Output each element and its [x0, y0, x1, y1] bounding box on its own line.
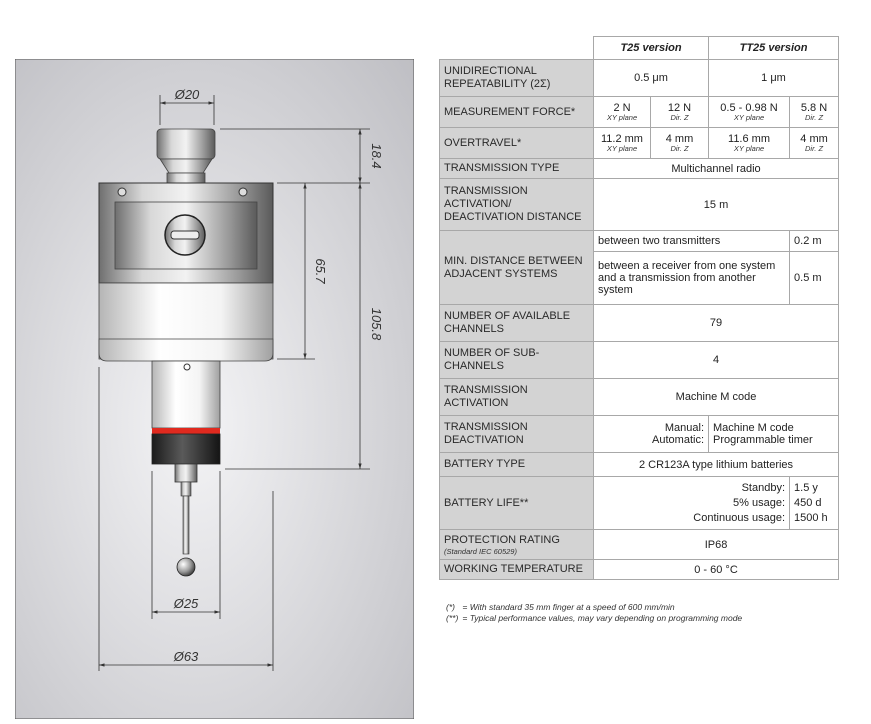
label-activation-distance: TRANSMISSION ACTIVATION/ DEACTIVATION DISTANCE: [440, 179, 594, 231]
header-blank: [440, 37, 594, 60]
battery-life-value-2: 450 d: [794, 496, 822, 509]
overtravel-t25-xy-sub: XY plane: [606, 144, 638, 153]
header-t25: T25 version: [594, 37, 709, 60]
label-battery-life: BATTERY LIFE**: [440, 477, 594, 530]
label-working-temperature: WORKING TEMPERATURE: [440, 560, 594, 580]
footnote-2-mark: (**): [446, 613, 459, 623]
table-header-row: [440, 37, 839, 60]
label-transmission-type: TRANSMISSION TYPE: [440, 159, 594, 179]
overtravel-t25-xy-value: 11.2 mm: [601, 133, 643, 145]
value-subchannels: 4: [594, 342, 839, 379]
protection-rating-label: PROTECTION RATING: [444, 533, 560, 546]
footnote-1-mark: (*): [446, 602, 455, 612]
row-working-temperature: [440, 560, 839, 580]
protection-rating-standard: (Standard IEC 60529): [444, 546, 517, 556]
force-t25-z: [651, 97, 709, 128]
overtravel-tt25-xy: [709, 128, 790, 159]
min-distance-case-1: between two transmitters: [594, 231, 790, 252]
footnotes: [446, 602, 742, 624]
row-protection-rating: [440, 530, 839, 560]
force-tt25-z-value: 5.8 N: [800, 102, 828, 114]
row-repeatability: [440, 60, 839, 97]
value-transmission-type: Multichannel radio: [594, 159, 839, 179]
force-tt25-xy: [709, 97, 790, 128]
value-repeatability-t25: 0.5 μm: [594, 60, 709, 97]
force-t25-xy-sub: XY plane: [606, 113, 638, 122]
label-repeatability: UNIDIRECTIONAL REPEATABILITY (2Σ): [440, 60, 594, 97]
battery-life-mode-1: Standby:: [741, 481, 786, 494]
row-activation-distance: [440, 179, 839, 231]
value-repeatability-tt25: 1 μm: [709, 60, 839, 97]
row-min-distance-1: [440, 231, 839, 252]
probe-technical-drawing: [15, 59, 414, 719]
label-overtravel: OVERTRAVEL*: [440, 128, 594, 159]
battery-life-value-1: 1.5 y: [794, 481, 818, 494]
min-distance-value-2: 0.5 m: [790, 252, 839, 305]
label-transmission-deactivation: TRANSMISSION DEACTIVATION: [440, 416, 594, 453]
label-min-distance: MIN. DISTANCE BETWEEN ADJACENT SYSTEMS: [440, 231, 594, 305]
label-channels: NUMBER OF AVAILABLE CHANNELS: [440, 305, 594, 342]
force-t25-xy-value: 2 N: [613, 102, 631, 114]
battery-life-mode-3: Continuous usage:: [693, 511, 786, 524]
row-measurement-force: [440, 97, 839, 128]
force-t25-z-sub: Dir. Z: [670, 113, 689, 122]
row-transmission-activation: [440, 379, 839, 416]
label-battery-type: BATTERY TYPE: [440, 453, 594, 477]
value-protection-rating: IP68: [594, 530, 839, 560]
overtravel-tt25-xy-value: 11.6 mm: [728, 133, 770, 145]
overtravel-tt25-z: [790, 128, 839, 159]
value-activation-distance: 15 m: [594, 179, 839, 231]
label-measurement-force: MEASUREMENT FORCE*: [440, 97, 594, 128]
battery-life-modes: [594, 477, 790, 530]
value-battery-type: 2 CR123A type lithium batteries: [594, 453, 839, 477]
deactivation-mode-1: Manual:: [664, 422, 705, 434]
force-t25-xy: [594, 97, 651, 128]
force-tt25-z-sub: Dir. Z: [804, 113, 824, 122]
value-working-temperature: 0 - 60 °C: [594, 560, 839, 580]
label-protection-rating: [440, 530, 594, 560]
force-tt25-z: [790, 97, 839, 128]
overtravel-t25-z-sub: Dir. Z: [670, 144, 689, 153]
dim-h18-4: 18.4: [369, 143, 384, 169]
force-t25-z-value: 12 N: [667, 102, 692, 114]
deactivation-values: [709, 416, 839, 453]
footnote-1: [446, 602, 742, 613]
overtravel-tt25-z-sub: Dir. Z: [804, 144, 824, 153]
overtravel-tt25-xy-sub: XY plane: [733, 144, 765, 153]
deactivation-value-2: Programmable timer: [713, 434, 813, 446]
row-subchannels: [440, 342, 839, 379]
row-battery-type: [440, 453, 839, 477]
deactivation-mode-2: Automatic:: [652, 434, 705, 446]
footnote-2: [446, 613, 742, 624]
battery-life-value-3: 1500 h: [794, 511, 828, 524]
deactivation-value-1: Machine M code: [713, 422, 794, 434]
specifications-table: [439, 36, 839, 580]
row-battery-life: [440, 477, 839, 530]
row-transmission-deactivation: [440, 416, 839, 453]
deactivation-modes: [594, 416, 709, 453]
dim-d25: Ø25: [173, 596, 199, 611]
force-tt25-xy-sub: XY plane: [733, 113, 765, 122]
overtravel-tt25-z-value: 4 mm: [800, 133, 828, 145]
footnote-1-text: = With standard 35 mm finger at a speed of 600 mm/min: [462, 602, 675, 612]
battery-life-mode-2: 5% usage:: [733, 496, 786, 509]
value-channels: 79: [594, 305, 839, 342]
footnote-2-text: = Typical performance values, may vary depending on programming mode: [462, 613, 743, 623]
force-tt25-xy-value: 0.5 - 0.98 N: [720, 102, 778, 114]
value-transmission-activation: Machine M code: [594, 379, 839, 416]
overtravel-t25-xy: [594, 128, 651, 159]
min-distance-value-1: 0.2 m: [790, 231, 839, 252]
dim-d20: Ø20: [174, 87, 200, 102]
header-tt25: TT25 version: [709, 37, 839, 60]
overtravel-t25-z: [651, 128, 709, 159]
dim-d63: Ø63: [173, 649, 199, 664]
row-channels: [440, 305, 839, 342]
row-overtravel: [440, 128, 839, 159]
overtravel-t25-z-value: 4 mm: [665, 133, 694, 145]
row-transmission-type: [440, 159, 839, 179]
dim-h65-7: 65.7: [313, 258, 328, 284]
battery-life-values: [790, 477, 839, 530]
label-transmission-activation: TRANSMISSION ACTIVATION: [440, 379, 594, 416]
dim-h105-8: 105.8: [369, 307, 384, 341]
label-subchannels: NUMBER OF SUB-CHANNELS: [440, 342, 594, 379]
min-distance-case-2: between a receiver from one system and a transmission from another system: [594, 252, 790, 305]
